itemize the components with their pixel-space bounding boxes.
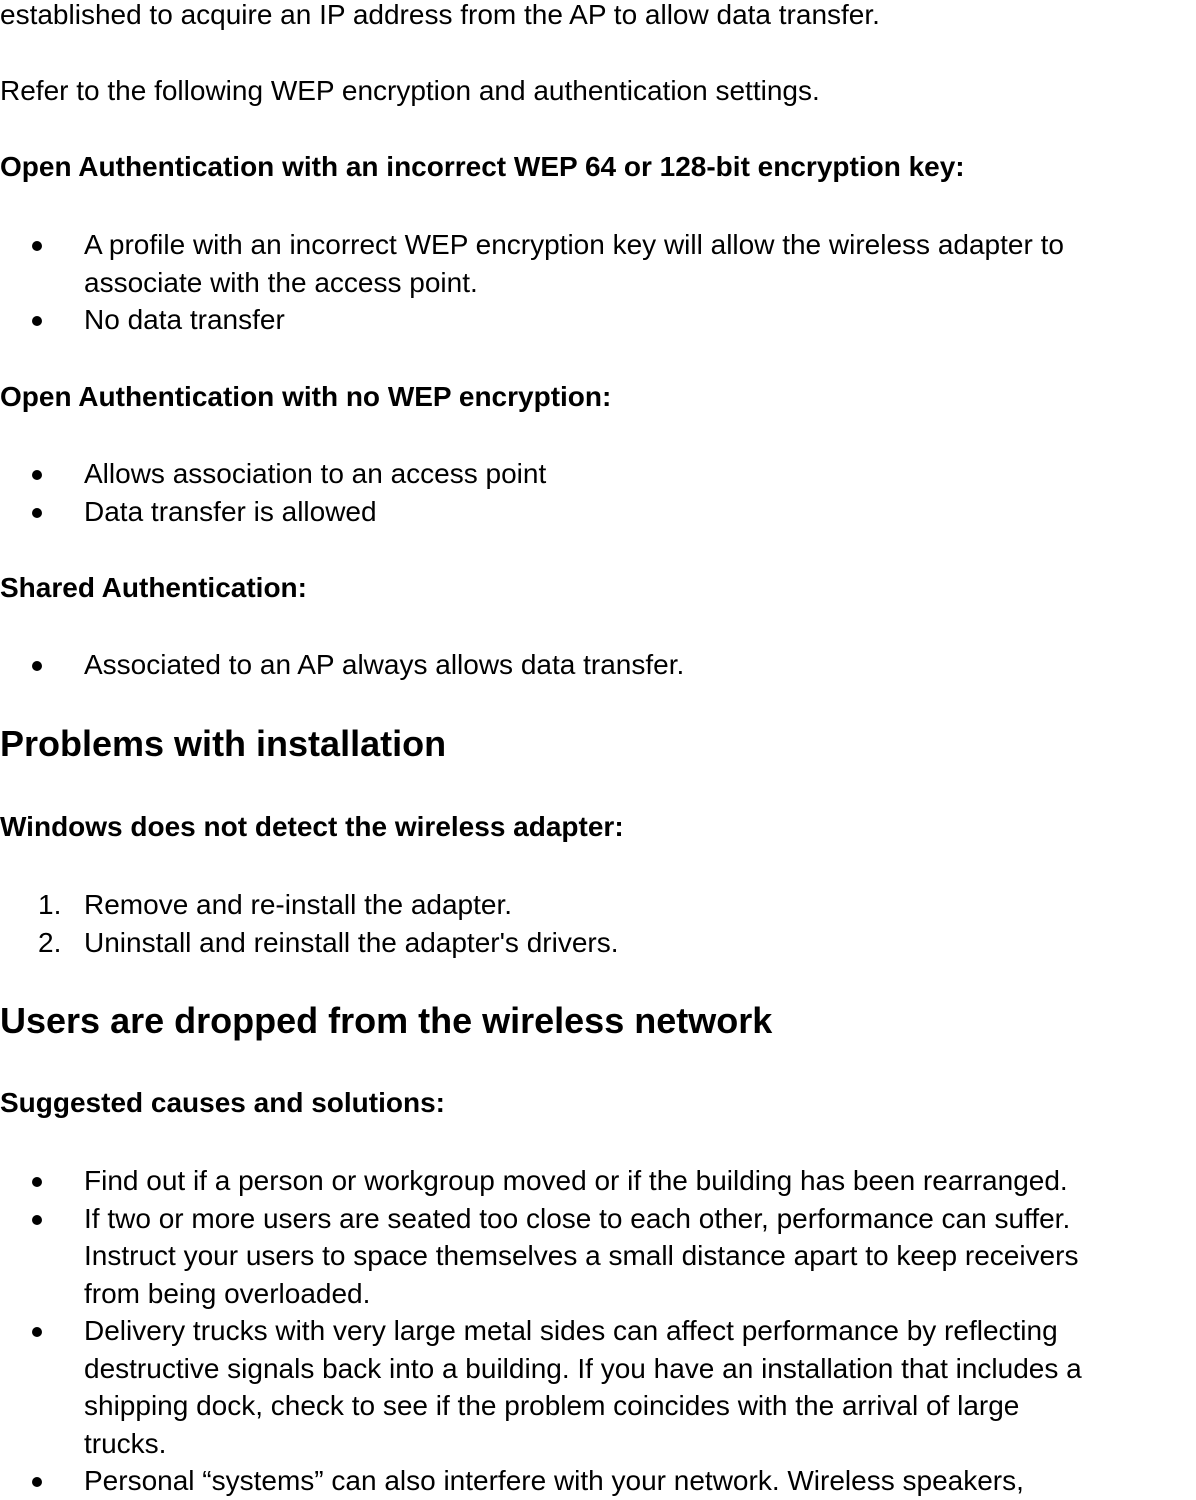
list-item-line: Find out if a person or workgroup moved or if the building has been rearranged. xyxy=(84,1165,1068,1196)
suggested-causes-heading: Suggested causes and solutions: xyxy=(0,1087,445,1118)
list-item-line: Instruct your users to space themselves a small distance apart to keep receivers xyxy=(84,1240,1079,1271)
list-item-line: Remove and re-install the adapter. xyxy=(84,889,513,920)
list-item-line: Associated to an AP always allows data transfer. xyxy=(84,649,685,680)
list-item-line: Personal “systems” can also interfere with your network. Wireless speakers, xyxy=(84,1465,1024,1496)
bullet-icon xyxy=(32,508,42,518)
list-item-line: A profile with an incorrect WEP encryption key will allow the wireless adapter to xyxy=(84,229,1064,260)
list-item-line: shipping dock, check to see if the problem coincides with the arrival of large xyxy=(84,1390,1020,1421)
open-incorrect-wep-list xyxy=(0,226,1196,339)
list-item-line: from being overloaded. xyxy=(84,1277,371,1309)
list-item xyxy=(0,1162,1196,1200)
list-item-line: trucks. xyxy=(84,1427,167,1459)
list-item-line: If two or more users are seated too close to each other, performance can suffer. xyxy=(84,1202,1071,1234)
list-item-line: Delivery trucks with very large metal sides can affect performance by reflecting xyxy=(84,1315,1058,1346)
list-item-line: Data transfer is allowed xyxy=(84,495,377,527)
shared-auth-heading: Shared Authentication: xyxy=(0,572,307,603)
problems-installation-title: Problems with installation xyxy=(0,723,447,764)
installation-steps-list xyxy=(0,886,1196,961)
refer-line: Refer to the following WEP encryption and authentication settings. xyxy=(0,75,820,106)
list-item xyxy=(0,455,1196,493)
list-item xyxy=(0,1200,1196,1313)
users-dropped-list xyxy=(0,1162,1196,1500)
list-item-line: Allows association to an access point xyxy=(84,458,547,489)
step-number: 1. xyxy=(38,889,62,920)
open-incorrect-wep-heading: Open Authentication with an incorrect WEP 64 or 128-bit encryption key: xyxy=(0,151,965,182)
bullet-icon xyxy=(32,316,42,326)
bullet-icon xyxy=(32,241,42,251)
list-item xyxy=(0,1462,1196,1500)
open-no-wep-list xyxy=(0,455,1196,530)
open-no-wep-heading: Open Authentication with no WEP encryption: xyxy=(0,381,612,412)
step-number: 2. xyxy=(38,926,62,958)
bullet-icon xyxy=(32,1327,42,1337)
windows-detect-heading: Windows does not detect the wireless adapter: xyxy=(0,811,624,842)
intro-line: established to acquire an IP address from the AP to allow data transfer. xyxy=(0,0,880,30)
list-item xyxy=(0,493,1196,531)
bullet-icon xyxy=(32,1477,42,1487)
users-dropped-title: Users are dropped from the wireless network xyxy=(0,1000,773,1041)
bullet-icon xyxy=(32,1177,42,1187)
list-item xyxy=(0,924,1196,962)
list-item xyxy=(0,646,1196,684)
shared-auth-list xyxy=(0,646,1196,684)
bullet-icon xyxy=(32,1215,42,1225)
list-item xyxy=(0,226,1196,301)
list-item xyxy=(0,886,1196,924)
list-item xyxy=(0,1312,1196,1462)
list-item-line: associate with the access point. xyxy=(84,266,478,298)
list-item-line: Uninstall and reinstall the adapter's drivers. xyxy=(84,926,619,958)
list-item xyxy=(0,301,1196,339)
bullet-icon xyxy=(32,470,42,480)
list-item-line: No data transfer xyxy=(84,304,285,335)
bullet-icon xyxy=(32,661,42,671)
list-item-line: destructive signals back into a building. If you have an installation that includes a xyxy=(84,1352,1082,1384)
